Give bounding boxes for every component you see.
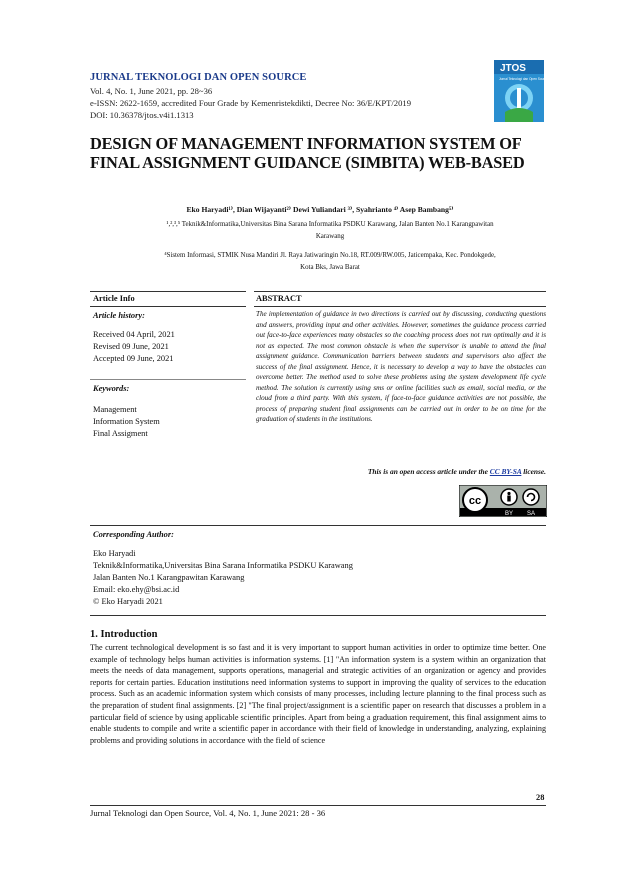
sa-icon (523, 489, 539, 505)
affiliation-2-line2: Kota Bks, Jawa Barat (300, 264, 360, 271)
journal-doi: DOI: 10.36378/jtos.v4i1.1313 (90, 110, 194, 120)
corresponding-address: Jalan Banten No.1 Karangpawitan Karawang (93, 573, 245, 582)
journal-issn: e-ISSN: 2622-1659, accredited Four Grade by Kemenristekdikti, Decree No: 36/E/KPT/2019 (90, 98, 411, 108)
journal-volume: Vol. 4, No. 1, June 2021, pp. 28~36 (90, 86, 213, 96)
license-suffix: license. (521, 467, 546, 476)
affiliation-2-line1: ⁴Sistem Informasi, STMIK Nusa Mandiri Jl. Raya Jatiwaringin No.18, RT.009/RW.005, Jaticempaka, Kec. Pondokgede, (164, 252, 496, 259)
divider (90, 291, 246, 292)
divider (254, 291, 546, 292)
divider (90, 379, 246, 380)
cc-label: cc (468, 495, 482, 507)
paper-title (90, 134, 550, 172)
cc-by-sa-badge[interactable] (459, 485, 547, 517)
corresponding-heading: Corresponding Author: (93, 530, 174, 539)
article-history-heading: Article history: (93, 311, 145, 320)
keyword: Management (93, 405, 137, 414)
paper-title-line1: DESIGN OF MANAGEMENT INFORMATION SYSTEM OF (90, 134, 522, 153)
corresponding-name: Eko Haryadi (93, 549, 136, 558)
by-label: BY (504, 511, 514, 517)
abstract-text: The implementation of guidance in two directions is carried out by discussing, conducting questions and answers, providing input and other activities. However, sometimes the guidance process carried out face-to-face experiences many obstacles so the coaching process does not run optimally and it is not as expected. The most common obstacle is when the supervisor is unable to attend the final assignment guidance. Communication barriers between students and supervisors also affect the success of the final assignment. Hence, it is necessary to develop a way to have the obstacles can overcome better. The method used to solve these problems using the system development life cycle method. The solution is currently using sms or online facilities such as email, social media, or the cloud from a third party. With this system, if face-to-face guidance activities are not possible, the process of preparing student final assignments can be carried out in order to be on time for the graduation of students in the institutions. (256, 310, 546, 423)
page-number: 28 (536, 793, 545, 802)
footer-divider (90, 805, 546, 806)
affiliation-1 (110, 219, 550, 243)
logo-text: JTOS (500, 63, 526, 74)
accepted-date: Accepted 09 June, 2021 (93, 354, 174, 363)
abstract-heading: ABSTRACT (256, 294, 302, 303)
received-date: Received 04 April, 2021 (93, 330, 175, 339)
divider (254, 306, 546, 307)
keywords-heading: Keywords: (93, 384, 130, 393)
revised-date: Revised 09 June, 2021 (93, 342, 169, 351)
paper-title-line2: FINAL ASSIGNMENT GUIDANCE (SIMBITA) WEB-BASED (90, 153, 525, 172)
article-info-heading: Article Info (93, 294, 135, 303)
divider (90, 525, 546, 526)
keyword: Final Assigment (93, 429, 148, 438)
section-heading: 1. Introduction (90, 629, 158, 640)
sa-label: SA (526, 511, 536, 517)
corresponding-email: Email: eko.ehy@bsi.ac.id (93, 585, 180, 594)
corresponding-affiliation: Teknik&Informatika,Universitas Bina Sarana Informatika PSDKU Karawang (93, 561, 353, 570)
paper-authors: Eko Haryadi¹⁾, Dian Wijayanti²⁾ Dewi Yuliandari ³⁾, Syahrianto ⁴⁾ Asep Bambang⁵⁾ (186, 205, 454, 214)
journal-logo (494, 60, 544, 122)
license-statement (256, 467, 546, 476)
introduction-text: The current technological development is so fast and it is very important to support human activities in order to optimize time better. One example of technology helps human activities is information systems. [1] "An information system is a system within an organization that meets the needs of data management, supports operations, managerial and strategic activities of an organization or agency and provides reports for certain parties. Education institutions need information systems to support in improving the quality of services to the education process. Such as an academic information system which consists of many processes, including lecture planning to the final process such as the preparation of student final assignments. [2] "The final project/assignment is a scientific paper on research that discusses a problem in a particular field of science by using applicable scientific principles. Apart from being a graduation requirement, this final assignment aims to enable students to compile and write a scientific paper in accordance with their field of knowledge in understanding, analyzing, explaining problems and providing solutions in accordance with the field of science (90, 643, 546, 745)
journal-title: JURNAL TEKNOLOGI DAN OPEN SOURCE (90, 72, 307, 83)
affiliation-2 (110, 250, 550, 274)
divider (90, 615, 546, 616)
page-footer: Jurnal Teknologi dan Open Source, Vol. 4, No. 1, June 2021: 28 - 36 (90, 808, 326, 818)
keyword: Information System (93, 417, 160, 426)
affiliation-1-line2: Karawang (315, 233, 345, 240)
license-link[interactable]: CC BY-SA (489, 467, 522, 476)
logo-subtext: Jurnal Teknologi dan Open Source (499, 77, 544, 81)
divider (90, 306, 246, 307)
license-prefix: This is an open access article under the (367, 467, 490, 476)
affiliation-1-line1: ¹,²,³,⁵ Teknik&Informatika,Universitas Bina Sarana Informatika PSDKU Karawang, Jalan Banten No.1 Karangpawitan (166, 221, 494, 228)
copyright: © Eko Haryadi 2021 (93, 597, 163, 606)
